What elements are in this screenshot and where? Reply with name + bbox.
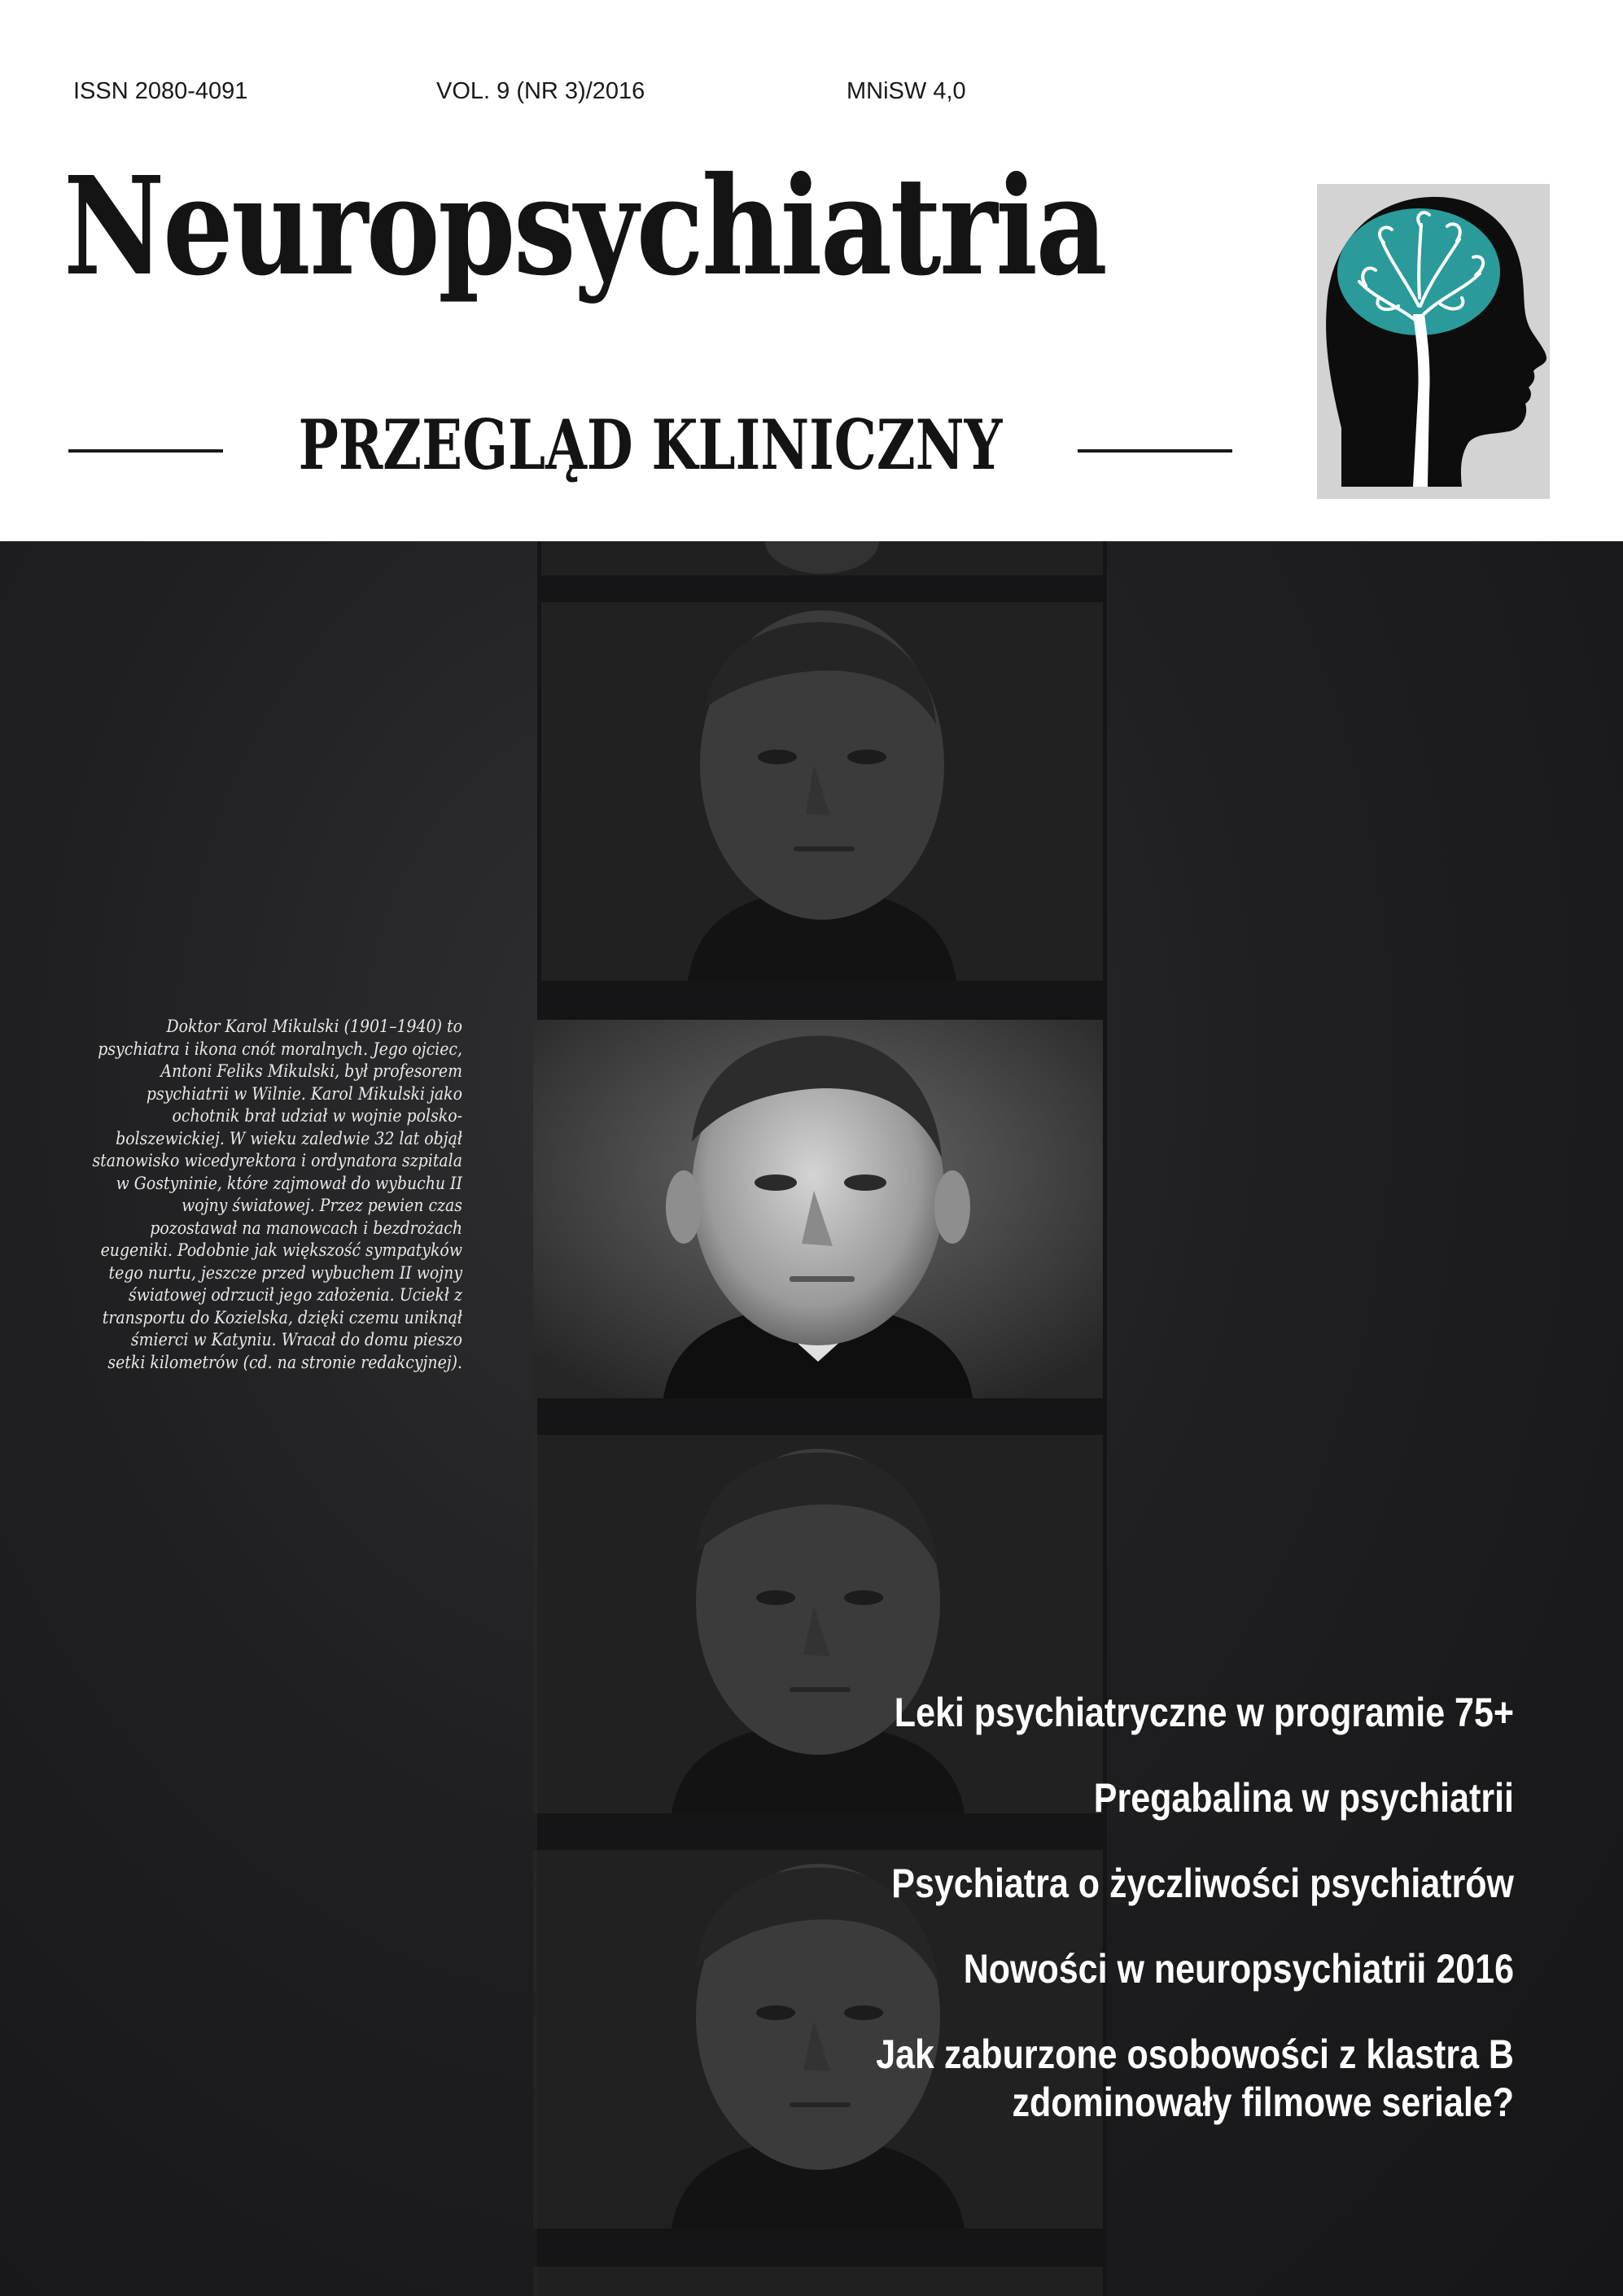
cover-header: [0, 0, 1623, 541]
head-brain-tree-icon: [1317, 184, 1550, 499]
portrait-frame-1: [541, 541, 1103, 575]
headline-line: zdominowały filmowe seriale?: [1012, 2080, 1514, 2125]
portrait-frame-2: [541, 602, 1103, 981]
portrait-caption: Doktor Karol Mikulski (1901–1940) to psychiatra i ikona cnót moralnych. Jego ojciec, Antoni Feliks Mikulski, był profesorem psychiatrii w Wilnie. Karol Mikulski jako ochotnik brał udział w wojnie polsko-bolszewickiej. W wieku zaledwie 32 lat objął stanowisko wicedyrektora i ordynatora szpitala w Gostyninie, które zajmował do wybuchu II wojny światowej. Przez pewien czas pozostawał na manowcach i bezdrożach eugeniki. Podobnie jak większość sympatyków tego nurtu, jeszcze przed wybuchem II wojny światowej odrzucił jego założenia. Uciekł z transportu do Kozielska, dzięki czemu uniknął śmierci w Katyniu. Wracał do domu pieszo setki kilometrów (cd. na stronie redakcyjnej).: [92, 1017, 463, 1372]
headline-item: Leki psychiatryczne w programie 75+: [894, 1690, 1514, 1735]
subtitle-row: [68, 405, 1232, 492]
headlines-list: [619, 1689, 1514, 2164]
cover-body: [0, 541, 1623, 2296]
issn-label: ISSN 2080-4091: [73, 78, 248, 104]
subtitle-rule-right: [1078, 449, 1232, 453]
volume-label: VOL. 9 (NR 3)/2016: [436, 78, 645, 104]
portrait-frame-3: [533, 1020, 1103, 1398]
headline-item: Nowości w neuropsychiatrii 2016: [963, 1946, 1514, 1992]
mnisw-label: MNiSW 4,0: [846, 78, 966, 104]
portrait-frame-6: [533, 2267, 1103, 2296]
headline-item-multiline: [744, 2031, 1514, 2127]
journal-logo: [1317, 184, 1550, 499]
headline-line: Jak zaburzone osobowości z klastra B: [876, 2031, 1514, 2077]
headline-item: Psychiatra o życzliwości psychiatrów: [891, 1861, 1514, 1906]
journal-title: Neuropsychiatria: [63, 147, 1106, 306]
headline-item: Pregabalina w psychiatrii: [1093, 1775, 1514, 1821]
journal-subtitle: PRZEGLĄD KLINICZNY: [298, 405, 1003, 485]
